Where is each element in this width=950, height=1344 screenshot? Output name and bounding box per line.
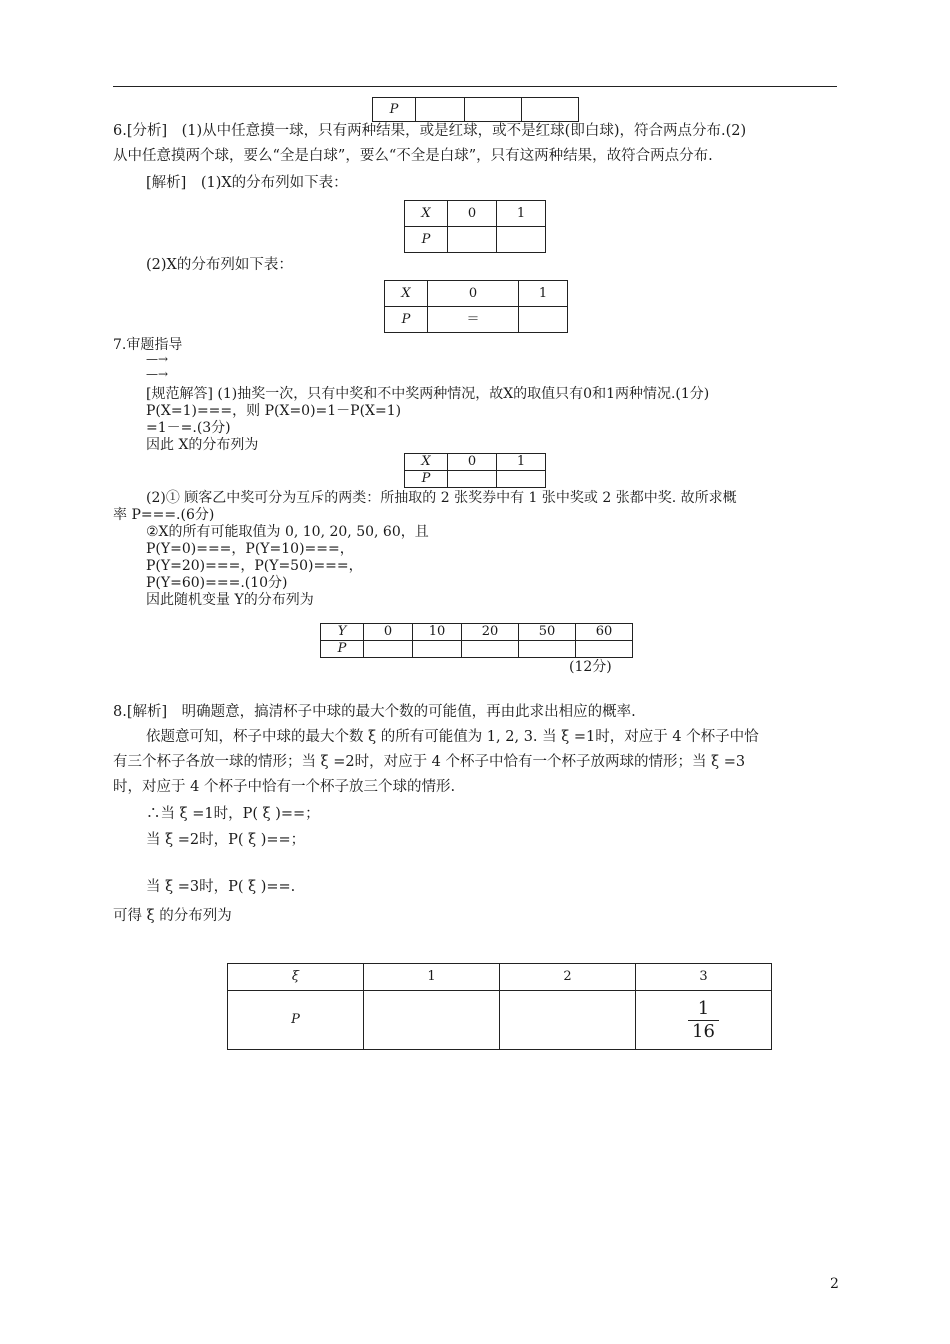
fraction xyxy=(688,999,719,1042)
q7-arrow1: —→ xyxy=(146,352,169,366)
q6-table2-cell: ＝ xyxy=(428,307,519,333)
q6-table2-row-label: P xyxy=(385,307,428,333)
q8-table-header-1: 1 xyxy=(364,964,500,991)
top-table-row-label: P xyxy=(373,98,416,122)
q7-score: (12分) xyxy=(569,659,612,675)
header-rule xyxy=(113,86,837,87)
q7-line4: 因此 X的分布列为 xyxy=(146,437,259,453)
page-number: 2 xyxy=(830,1276,839,1292)
q6-table2-header-1: 1 xyxy=(519,281,568,307)
q7-table2-header-10: 10 xyxy=(413,624,462,641)
q7-table2-row-label: P xyxy=(321,641,364,658)
top-table xyxy=(372,97,579,122)
q8-line3: 有三个杯子各放一球的情形；当 ξ =2时，对应于 4 个杯子中恰有一个杯子放两球的情形；当 ξ =3 xyxy=(113,754,746,770)
fraction-denominator: 16 xyxy=(692,1020,715,1042)
q8-line6: 当 ξ =2时，P( ξ )==； xyxy=(146,832,306,848)
q8-table-header-xi: ξ xyxy=(228,964,364,991)
q6-table1-row-label: P xyxy=(405,227,448,253)
q7-line9: P(Y=20)===，P(Y=50)===， xyxy=(146,558,363,574)
q6-part2-line: (2)X的分布列如下表： xyxy=(146,257,293,273)
q7-line3: =1－=.(3分) xyxy=(146,420,231,436)
q8-line5: ∴当 ξ =1时，P( ξ )==； xyxy=(146,806,320,822)
q8-table-header-2: 2 xyxy=(500,964,636,991)
q6-table1-header-0: 0 xyxy=(448,201,497,227)
q8-line8: 可得 ξ 的分布列为 xyxy=(113,908,232,924)
q6-table2-header-x: X xyxy=(385,281,428,307)
q7-line6: 率 P===.(6分) xyxy=(113,507,215,523)
q8-table-row-label: P xyxy=(228,991,364,1050)
q6-analysis-line2: 从中任意摸两个球，要么“全是白球”，要么“不全是白球”，只有这两种结果，故符合两点分布. xyxy=(113,148,713,164)
q6-solution-line: [解析] (1)X的分布列如下表： xyxy=(146,175,348,191)
q6-table1-header-x: X xyxy=(405,201,448,227)
q8-line1: 8.[解析] 明确题意，搞清杯子中球的最大个数的可能值，再由此求出相应的概率. xyxy=(113,704,636,720)
q7-table2-header-50: 50 xyxy=(519,624,576,641)
q6-table1 xyxy=(404,200,546,253)
q8-line7: 当 ξ =3时，P( ξ )==. xyxy=(146,879,296,895)
q7-table2-header-20: 20 xyxy=(462,624,519,641)
q7-line5: (2)① 顾客乙中奖可分为互斥的两类：所抽取的 2 张奖券中有 1 张中奖或 2 张都中奖. 故所求概 xyxy=(146,490,737,506)
q7-line2: P(X=1)===，则 P(X=0)=1－P(X=1) xyxy=(146,403,402,419)
q7-table2-header-60: 60 xyxy=(576,624,633,641)
q8-line2: 依题意可知，杯子中球的最大个数 ξ 的所有可能值为 1, 2, 3. 当 ξ =1时，对应于 4 个杯子中恰 xyxy=(146,729,759,745)
q7-title: 7.审题指导 xyxy=(113,337,183,353)
q7-table1-row-label: P xyxy=(405,471,448,488)
q8-table-header-3: 3 xyxy=(636,964,772,991)
q7-table1-header-x: X xyxy=(405,454,448,471)
q7-table2 xyxy=(320,623,633,658)
q7-line7: ②X的所有可能取值为 0, 10, 20, 50, 60，且 xyxy=(146,524,429,540)
q7-line10: P(Y=60)===.(10分) xyxy=(146,575,288,591)
q7-table1-header-0: 0 xyxy=(448,454,497,471)
q8-line4: 时，对应于 4 个杯子中恰有一个杯子放三个球的情形. xyxy=(113,779,456,795)
q6-analysis-line1: 6.[分析] (1)从中任意摸一球，只有两种结果，或是红球，或不是红球(即白球)，符合两点分布.(2) xyxy=(113,123,747,139)
q7-line11: 因此随机变量 Y的分布列为 xyxy=(146,592,314,608)
q8-table-fraction-cell xyxy=(636,991,772,1050)
q6-table2-header-0: 0 xyxy=(428,281,519,307)
q7-table1 xyxy=(404,453,546,488)
q6-table1-header-1: 1 xyxy=(497,201,546,227)
q7-line8: P(Y=0)===，P(Y=10)===， xyxy=(146,541,354,557)
q7-table1-header-1: 1 xyxy=(497,454,546,471)
q7-arrow2: —→ xyxy=(146,367,169,381)
q7-table2-header-y: Y xyxy=(321,624,364,641)
fraction-numerator: 1 xyxy=(697,997,710,1019)
q7-line1: [规范解答] (1)抽奖一次，只有中奖和不中奖两种情况，故X的取值只有0和1两种情况.(1分) xyxy=(146,386,710,402)
q8-table xyxy=(227,963,772,1050)
q7-table2-header-0: 0 xyxy=(364,624,413,641)
q6-table2 xyxy=(384,280,568,333)
